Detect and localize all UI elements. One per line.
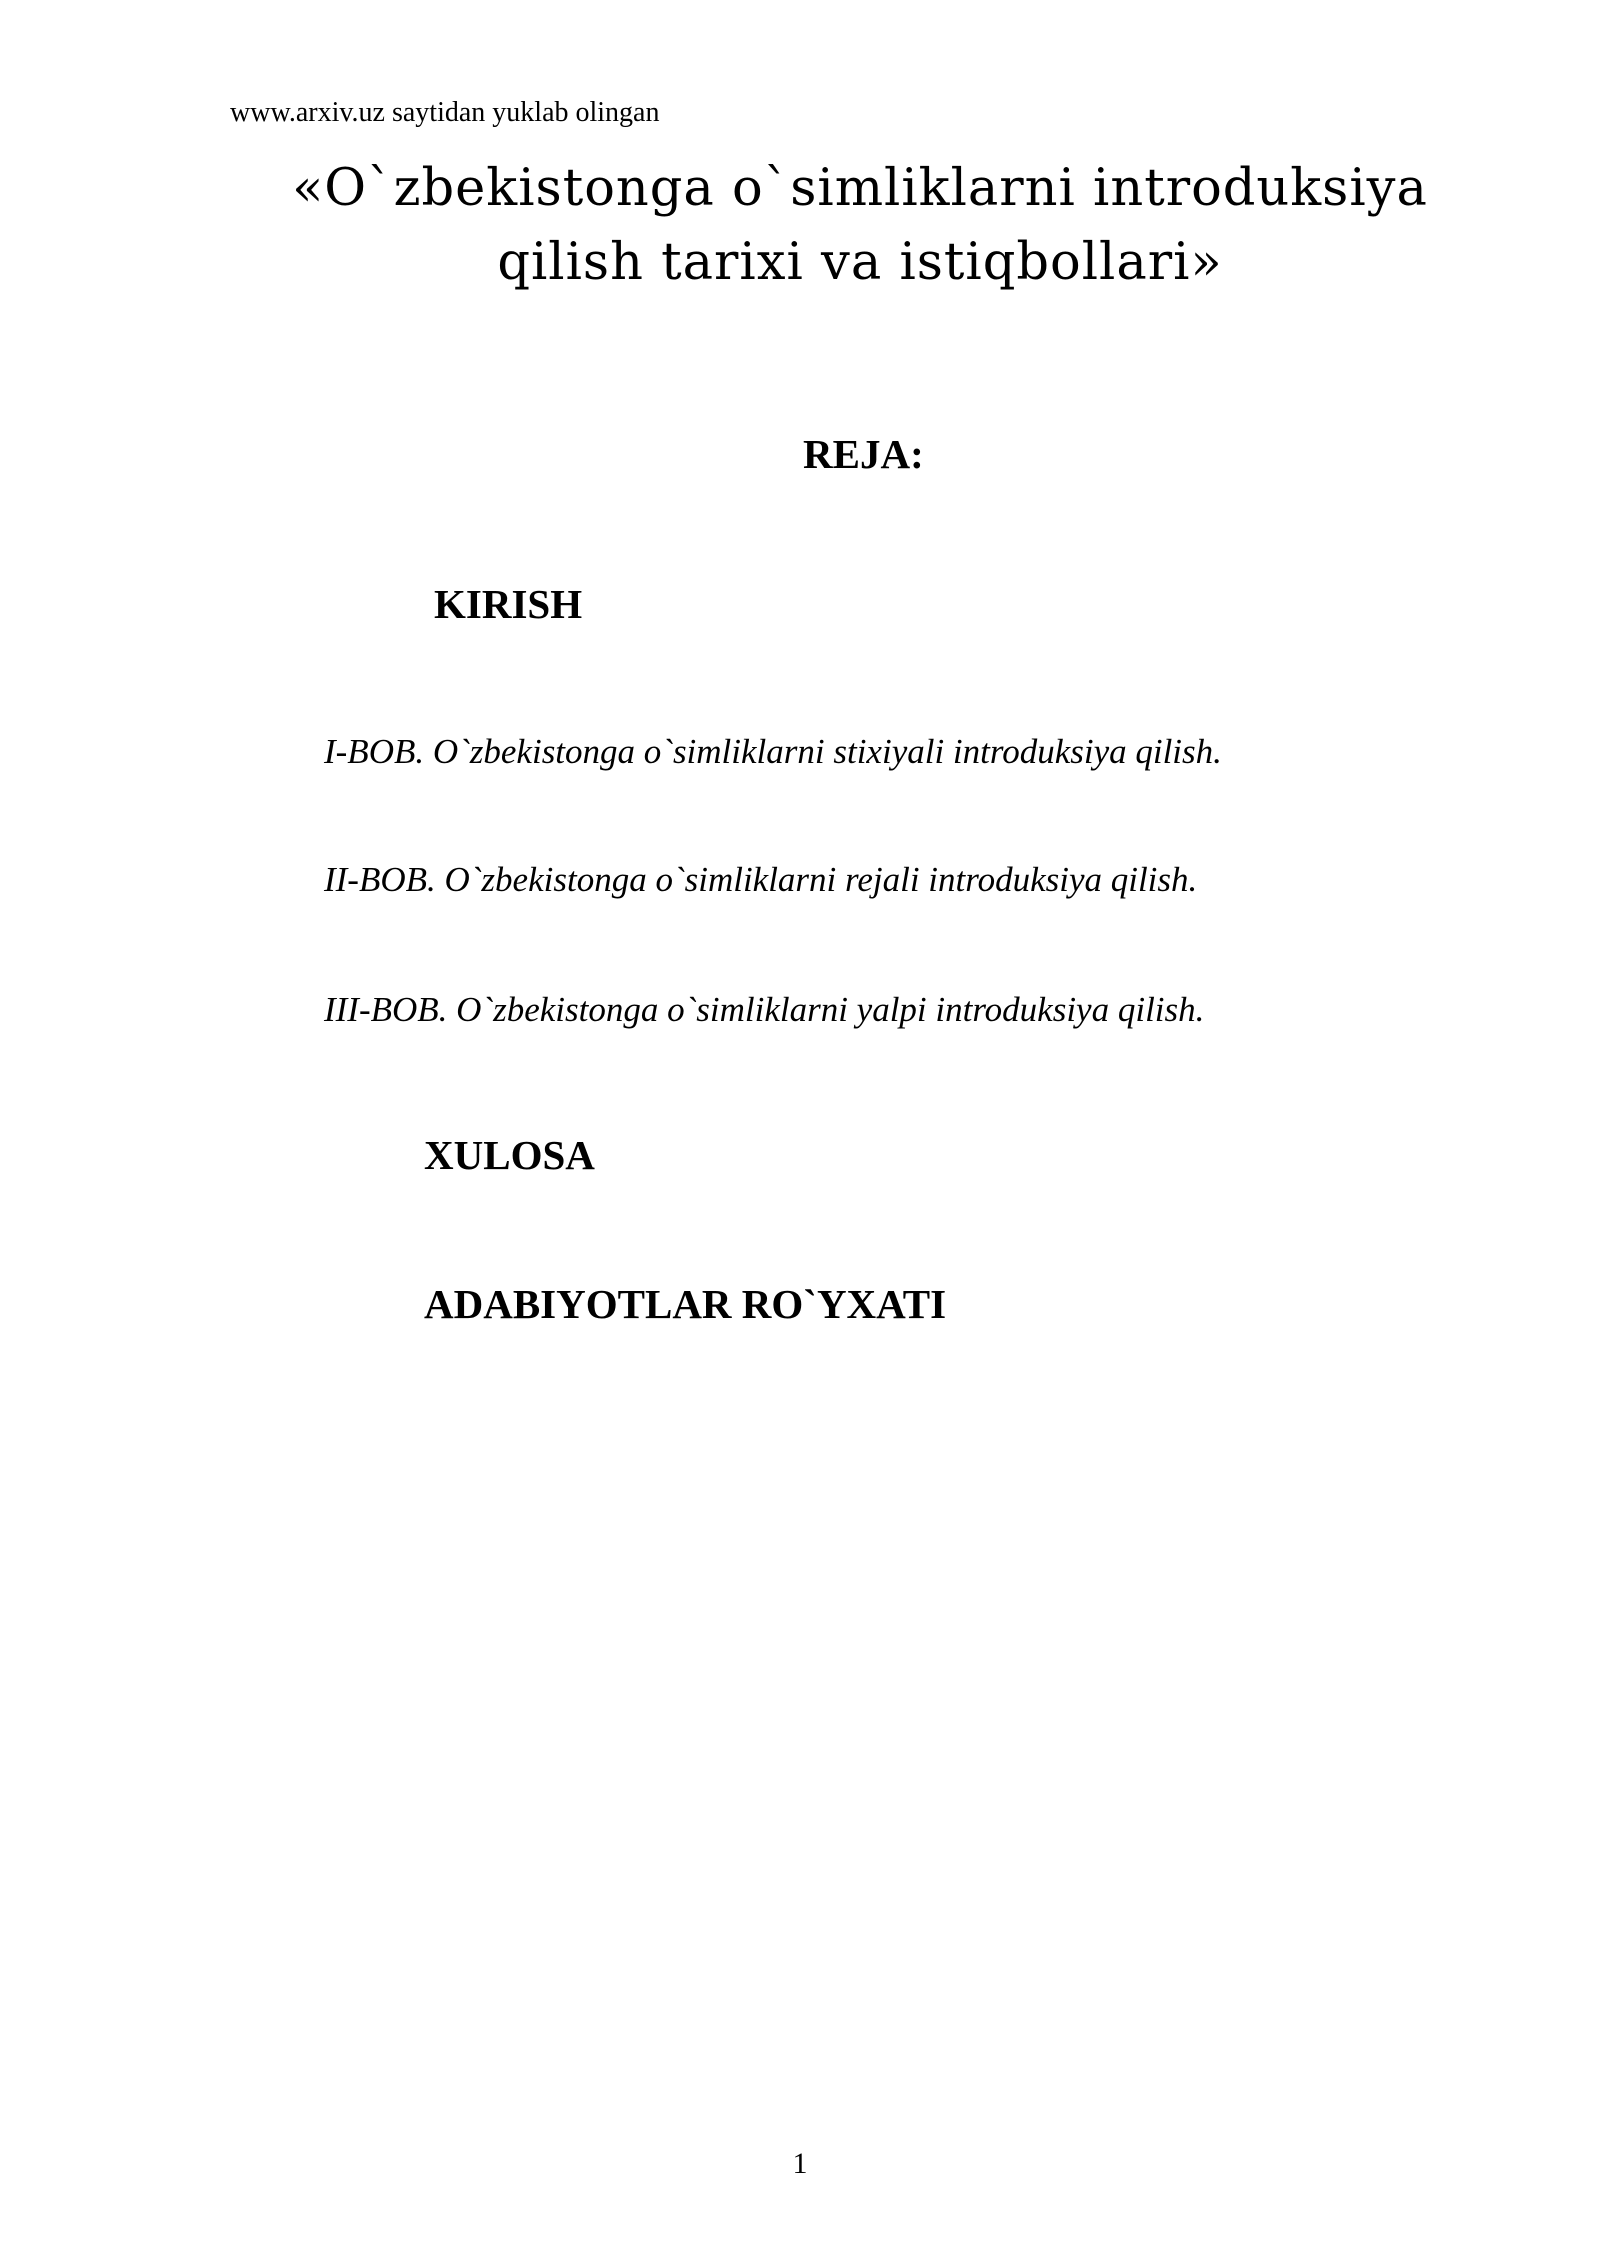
conclusion-heading: XULOSA (424, 1132, 595, 1178)
plan-heading: REJA: (803, 431, 924, 477)
introduction-heading: KIRISH (434, 581, 583, 627)
title-line-2: qilish tarixi va istiqbollari» (497, 233, 1223, 292)
chapter-3-item: III-BOB. O`zbekistonga o`simliklarni yalpi introduksiya qilish. (324, 990, 1205, 1029)
chapter-2-item: II-BOB. O`zbekistonga o`simliklarni rejali introduksiya qilish. (324, 860, 1198, 899)
page-number: 1 (792, 2147, 808, 2180)
document-title (200, 152, 1520, 300)
references-heading: ADABIYOTLAR RO`YXATI (424, 1281, 947, 1327)
chapter-1-item: I-BOB. O`zbekistonga o`simliklarni stixiyali introduksiya qilish. (324, 732, 1222, 771)
title-line-1: «O`zbekistonga o`simliklarni introduksiya (292, 159, 1428, 218)
source-line: www.arxiv.uz saytidan yuklab olingan (230, 97, 660, 128)
